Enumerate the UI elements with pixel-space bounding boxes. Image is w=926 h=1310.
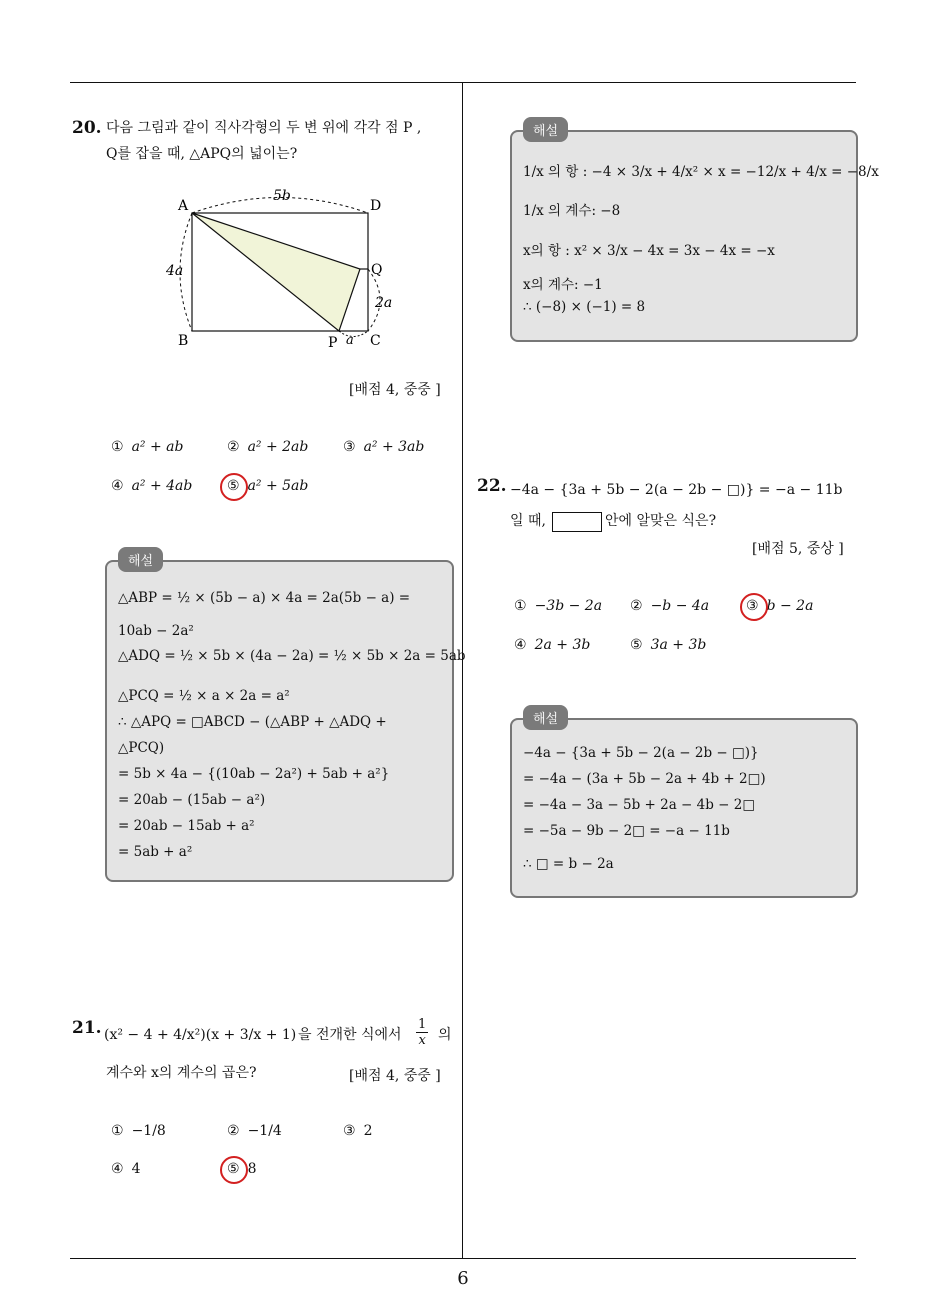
point-q-label: Q: [371, 262, 383, 278]
side-label-right: 2a: [375, 295, 393, 311]
q21-expression: (x² − 4 + 4/x²)(x + 3/x + 1): [104, 1027, 297, 1043]
choice-text: −b − 4a: [650, 598, 710, 614]
q20-number: 20.: [72, 118, 102, 138]
q21-choice-4[interactable]: [111, 1161, 140, 1177]
choice-text: a² + 4ab: [131, 478, 193, 494]
q21-choice-3[interactable]: [343, 1123, 372, 1139]
q20-choice-2[interactable]: [227, 439, 308, 455]
choice-text: −3b − 2a: [534, 598, 603, 614]
q21-solution-line: 1/x 의 항 : −4 × 3/x + 4/x² × x = −12/x + 4/x = −8/x: [523, 164, 879, 180]
q21-text-end: 의: [438, 1027, 452, 1043]
choice-number: ③: [746, 598, 759, 614]
q20-solution-line: △ADQ = ½ × 5b × (4a − 2a) = ½ × 5b × 2a = 5ab: [118, 648, 466, 664]
q20-text-line1: 다음 그림과 같이 직사각형의 두 변 위에 각각 점 P ,: [106, 120, 422, 136]
q21-solution-line: x의 항 : x² × 3/x − 4x = 3x − 4x = −x: [523, 243, 775, 259]
q22-number: 22.: [477, 476, 507, 496]
vertex-c-label: C: [370, 333, 381, 349]
answer-mark: [220, 1156, 248, 1184]
choice-text: −1/8: [131, 1123, 166, 1139]
bottom-rule: [70, 1258, 856, 1259]
q20-solution-line: = 20ab − (15ab − a²): [118, 792, 266, 808]
q21-solution-line: x의 계수: −1: [523, 277, 603, 293]
choice-number: ③: [343, 439, 356, 455]
q22-expression: −4a − {3a + 5b − 2(a − 2b − □)} = −a − 11b: [510, 482, 843, 498]
choice-text: a² + ab: [131, 439, 184, 455]
q22-text-line2-start: 일 때,: [510, 513, 546, 529]
page-number: 6: [457, 1268, 469, 1289]
choice-number: ⑤: [227, 1161, 240, 1177]
choice-number: ③: [343, 1123, 356, 1139]
q20-choice-3[interactable]: [343, 439, 424, 455]
vertex-d-label: D: [370, 198, 382, 214]
answer-mark: [740, 593, 768, 621]
q20-choice-4[interactable]: [111, 478, 192, 494]
q20-solution-tag: 해설: [118, 547, 163, 572]
q21-solution-tag: 해설: [523, 117, 568, 142]
q20-score-meta: [배점 4, 중중 ]: [349, 382, 441, 398]
point-p-label: P: [328, 335, 338, 351]
q20-choice-1[interactable]: [111, 439, 183, 455]
choice-number: ①: [111, 439, 124, 455]
q20-text-line2: Q를 잡을 때, △APQ의 넓이는?: [106, 146, 298, 162]
choice-text: 3a + 3b: [650, 637, 707, 653]
q22-solution-line: = −4a − (3a + 5b − 2a + 4b + 2□): [523, 771, 766, 787]
q22-solution-line: ∴ □ = b − 2a: [523, 856, 614, 872]
q22-solution-line: = −4a − 3a − 5b + 2a − 4b − 2□: [523, 797, 756, 813]
q20-solution-line: 10ab − 2a²: [118, 623, 194, 639]
choice-number: ④: [111, 478, 124, 494]
vertex-b-label: B: [178, 333, 189, 349]
q20-solution-line: ∴ △APQ = □ABCD − (△ABP + △ADQ +: [118, 714, 387, 730]
column-divider: [462, 83, 463, 1259]
q22-choice-1[interactable]: [514, 598, 602, 614]
q21-score-meta: [배점 4, 중중 ]: [349, 1068, 441, 1084]
q21-solution-line: 1/x 의 계수: −8: [523, 203, 621, 219]
choice-number: ②: [227, 439, 240, 455]
choice-text: 2: [363, 1123, 373, 1139]
choice-text: a² + 5ab: [247, 478, 309, 494]
choice-text: 4: [131, 1161, 141, 1177]
q21-fraction-one-over-x: 1 x: [418, 1017, 427, 1048]
q20-solution-line: △PCQ = ½ × a × 2a = a²: [118, 688, 290, 704]
triangle-apq: [192, 213, 360, 331]
choice-text: a² + 3ab: [363, 439, 425, 455]
q22-blank-box: [552, 512, 602, 532]
q20-rectangle-figure: [160, 180, 400, 355]
q20-solution-line: △ABP = ½ × (5b − a) × 4a = 2a(5b − a) =: [118, 590, 411, 606]
q21-number: 21.: [72, 1018, 102, 1038]
q21-solution-line: ∴ (−8) × (−1) = 8: [523, 299, 646, 315]
choice-number: ④: [111, 1161, 124, 1177]
q22-solution-line: −4a − {3a + 5b − 2(a − 2b − □)}: [523, 745, 759, 761]
choice-number: ②: [227, 1123, 240, 1139]
choice-number: ②: [630, 598, 643, 614]
q21-choice-2[interactable]: [227, 1123, 282, 1139]
choice-text: −1/4: [247, 1123, 282, 1139]
q22-text-line2-end: 안에 알맞은 식은?: [605, 513, 717, 529]
q21-text-middle: 을 전개한 식에서: [298, 1027, 402, 1043]
q21-choice-1[interactable]: [111, 1123, 166, 1139]
q22-solution-tag: 해설: [523, 705, 568, 730]
answer-mark: [220, 473, 248, 501]
side-label-top: 5b: [273, 188, 291, 204]
q22-choice-4[interactable]: [514, 637, 590, 653]
choice-number: ①: [111, 1123, 124, 1139]
q20-solution-line: △PCQ): [118, 740, 165, 756]
q21-text-line2: 계수와 x의 계수의 곱은?: [106, 1065, 257, 1081]
q22-choice-2[interactable]: [630, 598, 709, 614]
choice-number: ⑤: [630, 637, 643, 653]
choice-number: ④: [514, 637, 527, 653]
q22-solution-line: = −5a − 9b − 2□ = −a − 11b: [523, 823, 730, 839]
choice-text: b − 2a: [766, 598, 814, 614]
choice-number: ①: [514, 598, 527, 614]
choice-text: 2a + 3b: [534, 637, 591, 653]
q20-solution-line: = 5ab + a²: [118, 844, 193, 860]
q22-choice-5[interactable]: [630, 637, 706, 653]
choice-number: ⑤: [227, 478, 240, 494]
q22-score-meta: [배점 5, 중상 ]: [752, 541, 844, 557]
side-label-left: 4a: [166, 263, 184, 279]
q20-solution-line: = 20ab − 15ab + a²: [118, 818, 255, 834]
top-rule: [70, 82, 856, 83]
vertex-a-label: A: [178, 198, 189, 214]
choice-text: 8: [247, 1161, 257, 1177]
choice-text: a² + 2ab: [247, 439, 309, 455]
q20-solution-line: = 5b × 4a − {(10ab − 2a²) + 5ab + a²}: [118, 766, 390, 782]
side-label-bottom: a: [346, 333, 354, 348]
